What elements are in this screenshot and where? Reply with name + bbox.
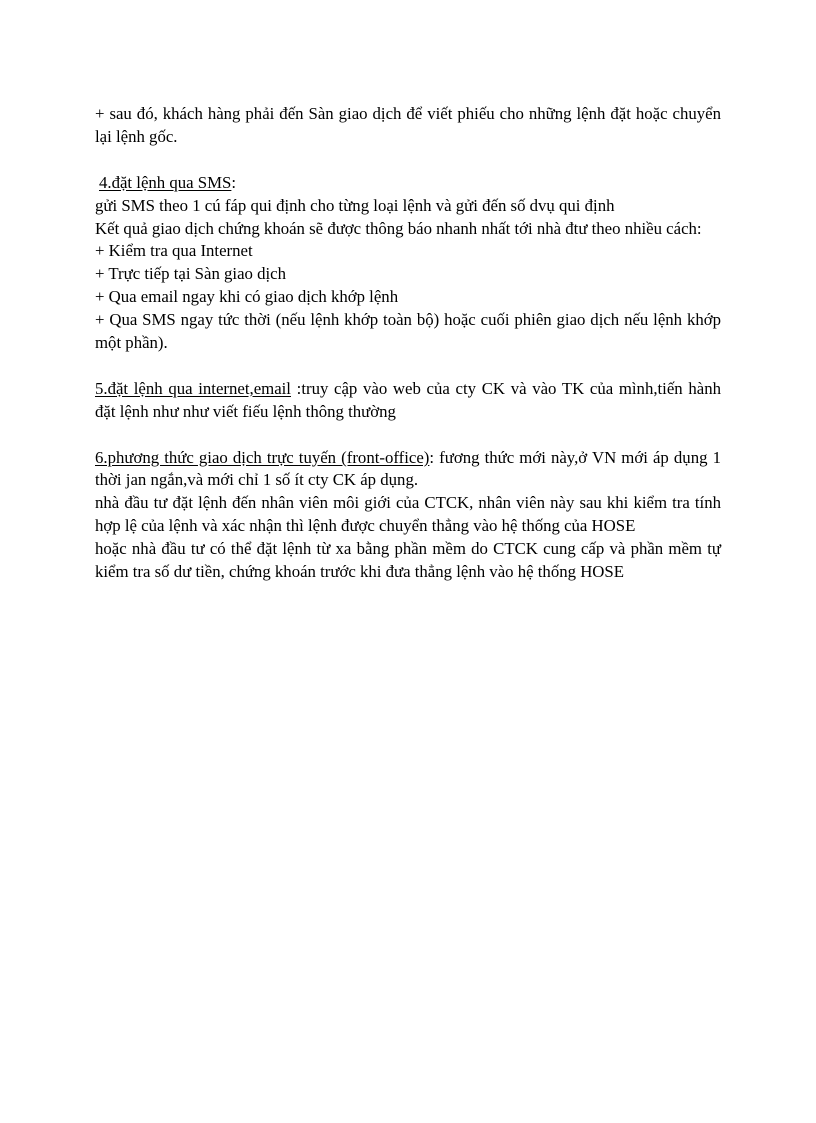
section-4-line-2: Kết quả giao dịch chứng khoán sẽ được thông báo nhanh nhất tới nhà đtư theo nhiều cách: <box>95 218 702 238</box>
intro-paragraph: + sau đó, khách hàng phải đến Sàn giao dịch để viết phiếu cho những lệnh đặt hoặc chuyển lại lệnh gốc. <box>95 104 721 146</box>
section-4-item-internet: + Kiểm tra qua Internet <box>95 241 253 261</box>
section-5-paragraph <box>95 378 721 424</box>
paragraph-spacer <box>95 149 721 172</box>
document-page <box>95 103 721 584</box>
paragraph-spacer <box>95 424 721 447</box>
paragraph-spacer <box>95 355 721 378</box>
section-4-heading-colon: : <box>231 172 237 192</box>
section-4-item-sms: + Qua SMS ngay tức thời (nếu lệnh khớp toàn bộ) hoặc cuối phiên giao dịch nếu lệnh khớp một phần). <box>95 310 721 353</box>
section-4-line-1: gửi SMS theo 1 cú fáp qui định cho từng loại lệnh và gửi đến số dvụ qui định <box>95 195 615 215</box>
section-5-heading: 5.đặt lệnh qua internet,email <box>95 378 291 398</box>
section-4-heading-line <box>95 172 721 195</box>
section-5-text: :truy cập vào web của cty CK và vào TK của mình,tiến hành đặt lệnh như như viết fiếu lệnh thông thường <box>95 378 721 421</box>
section-6-text: : fương thức mới này,ở VN mới áp dụng 1 thời jan ngắn,và mới chỉ 1 số ít cty CK áp dụng. <box>95 447 721 490</box>
section-6-paragraph <box>95 447 721 493</box>
section-6-paragraph-3: hoặc nhà đầu tư có thể đặt lệnh từ xa bằng phần mềm do CTCK cung cấp và phần mềm tự kiểm tra số dư tiền, chứng khoán trước khi đưa thẳng lệnh vào hệ thống HOSE <box>95 539 721 582</box>
section-4-item-email: + Qua email ngay khi có giao dịch khớp lệnh <box>95 287 399 307</box>
section-6-paragraph-2: nhà đầu tư đặt lệnh đến nhân viên môi giới của CTCK, nhân viên này sau khi kiểm tra tính hợp lệ của lệnh và xác nhận thì lệnh được chuyển thẳng vào hệ thống của HOSE <box>95 493 721 536</box>
section-6-heading: 6.phương thức giao dịch trực tuyến (front-office) <box>95 447 430 467</box>
section-4-item-exchange: + Trực tiếp tại Sàn giao dịch <box>95 264 287 284</box>
section-4-heading: 4.đặt lệnh qua SMS <box>99 172 232 192</box>
